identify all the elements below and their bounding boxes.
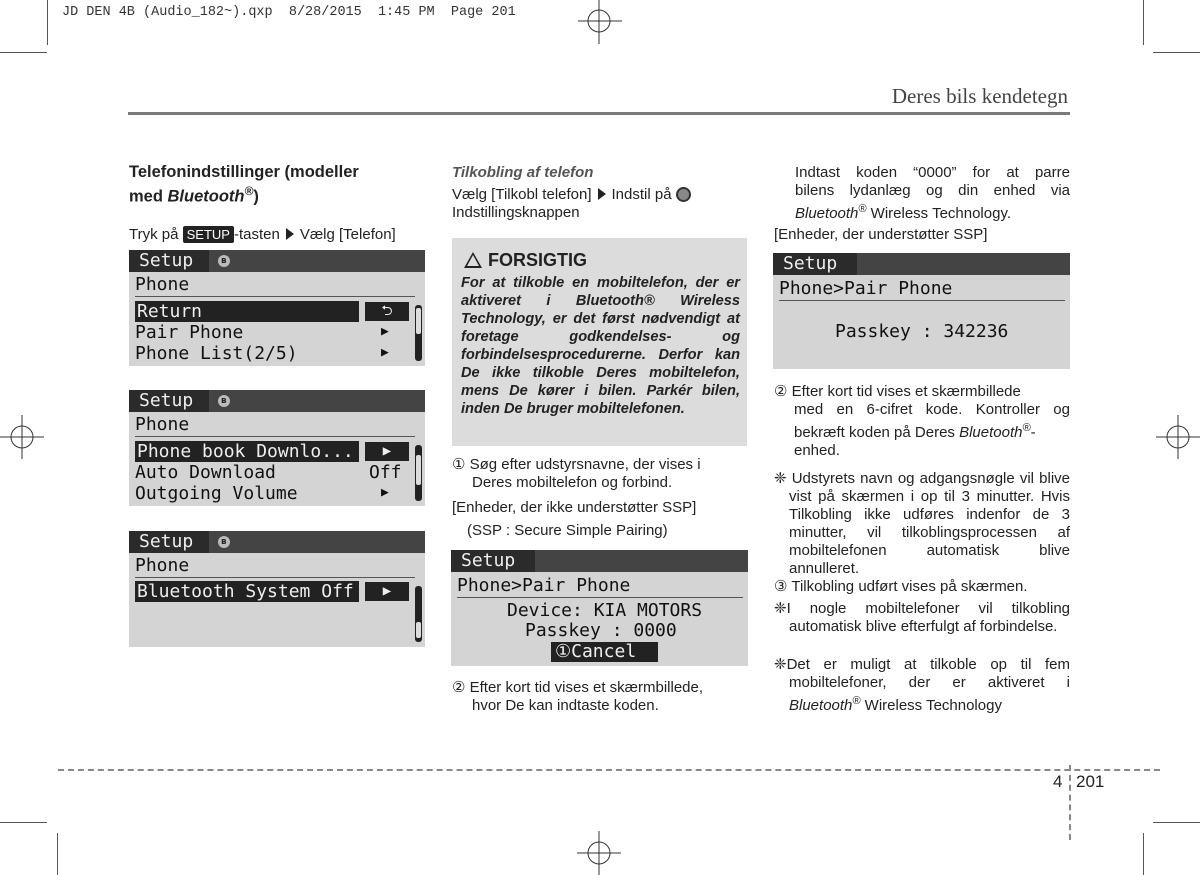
- section-heading: Telefonindstillinger (modeller med Bluetooth®): [129, 163, 359, 206]
- caution-title: FORSIGTIG: [464, 250, 587, 271]
- warning-icon: [464, 252, 482, 268]
- bluetooth-icon: ʙ: [218, 536, 230, 548]
- page-number: 201: [1076, 772, 1105, 791]
- screen-setup-tab: Setup: [773, 253, 857, 275]
- screen-title: Phone: [135, 414, 190, 435]
- instruction-line: Tryk på SETUP -tasten Vælg [Telefon]: [129, 226, 396, 243]
- step-1: ① Søg efter udstyrsnavne, der vises i Deres mobiltelefon og forbind.: [452, 456, 701, 491]
- instruction-line: Indstillingsknappen: [452, 204, 580, 221]
- tune-knob-icon: [676, 187, 691, 202]
- screen-title: Phone: [135, 555, 190, 576]
- step-2: ② Efter kort tid vises et skærmbillede, hvor De kan indtaste koden.: [452, 679, 704, 714]
- menu-item-auto-download[interactable]: Auto Download: [135, 462, 276, 483]
- chevron-right-icon: ▶: [381, 345, 389, 360]
- registration-mark-icon: [1156, 415, 1200, 459]
- instruction-line: Vælg [Tilkobl telefon] Indstil på: [452, 186, 748, 204]
- crop-mark: [1143, 0, 1144, 45]
- scrollbar[interactable]: [415, 586, 422, 642]
- header-rule: [128, 112, 1070, 115]
- footer-dashed-divider: [1069, 765, 1071, 840]
- bluetooth-icon: ʙ: [218, 395, 230, 407]
- caution-text: For at tilkoble en mobiltelefon, der er aktiveret i Bluetooth® Wireless Technology, er det først nødvendigt at foretage godkendelses- og forbindelsesprocedurerne. Derfor kan De ikke tilkoble Deres mobiltelefon, mens De kører i bilen. Parkér bilen, inden De bruger mobiltelefonen.: [461, 275, 740, 417]
- print-header: JD DEN 4B (Audio_182~).qxp 8/28/2015 1:45 PM Page 201: [62, 5, 516, 20]
- crop-mark: [1143, 833, 1144, 875]
- menu-item-phone-list[interactable]: Phone List(2/5): [135, 343, 298, 364]
- screen-setup-tab: Setup: [451, 550, 535, 572]
- registration-mark-icon: [0, 415, 44, 459]
- pair-phone-screen: [451, 550, 748, 666]
- menu-item-pair-phone[interactable]: Pair Phone: [135, 322, 244, 343]
- step-2-ssp: ② Efter kort tid vises et skærmbillede med en 6-cifret kode. Kontroller og bekræft koden på Deres Bluetooth®- enhed.: [774, 383, 1070, 459]
- setup-key: SETUP: [183, 226, 234, 243]
- note-timeout: ❈ Udstyrets navn og adgangsnøgle vil blive vist på skærmen i op til 3 minutter. Hvis Tilkobling ikke udføres indenfor de 3 minutter, vil tilkoblingsprocessen af mobiltelefonen automatisk blive annulleret.: [774, 470, 1070, 577]
- ssp-label: [Enheder, der understøtter SSP]: [774, 226, 988, 243]
- cancel-button[interactable]: ①Cancel: [551, 642, 658, 662]
- crop-mark: [0, 822, 47, 823]
- running-title: Deres bils kendetegn: [891, 84, 1068, 108]
- pair-phone-ssp-screen: [773, 253, 1070, 369]
- passkey: Passkey : 342236: [835, 321, 1009, 342]
- registration-mark-icon: [577, 831, 621, 875]
- screen-title: Phone>Pair Phone: [457, 575, 631, 596]
- screen-setup-tab: Setup: [129, 250, 209, 272]
- caution-box: [452, 238, 747, 446]
- ssp-definition: (SSP : Secure Simple Pairing): [467, 522, 668, 539]
- crop-mark: [1153, 52, 1200, 53]
- arrow-right-icon: [286, 228, 294, 240]
- auto-download-value: Off: [369, 462, 402, 483]
- note-auto-connect: ❈I nogle mobiltelefoner vil tilkobling automatisk blive efterfulgt af forbindelse.: [774, 600, 1070, 635]
- screen-setup-tab: Setup: [129, 390, 209, 412]
- screen-setup-tab: Setup: [129, 531, 209, 553]
- phone-setup-screen: [129, 531, 425, 647]
- phone-setup-screen: [129, 250, 425, 366]
- crop-mark: [0, 52, 47, 53]
- chevron-right-icon: ▶: [381, 485, 389, 500]
- note-max-phones: ❈Det er muligt at tilkoble op til fem mobiltelefoner, der er aktiveret i Bluetooth® Wireless Technology: [774, 656, 1070, 714]
- screen-title: Phone: [135, 274, 190, 295]
- no-ssp-label: [Enheder, der ikke understøtter SSP]: [452, 499, 697, 516]
- bluetooth-icon: ʙ: [218, 255, 230, 267]
- chevron-right-icon: ▶: [365, 442, 409, 461]
- footer-dashed-rule: [58, 769, 1160, 771]
- crop-mark: [1153, 822, 1200, 823]
- step-3: ③ Tilkobling udført vises på skærmen.: [774, 578, 1028, 595]
- menu-item-outgoing-volume[interactable]: Outgoing Volume: [135, 483, 298, 504]
- intro-paragraph: Indtast koden “0000” for at parre bilens lydanlæg og din enhed via Bluetooth® Wireless Technology.: [795, 164, 1070, 222]
- scrollbar[interactable]: [415, 445, 422, 501]
- screen-title: Phone>Pair Phone: [779, 278, 953, 299]
- subheading: Tilkobling af telefon: [452, 164, 594, 181]
- scrollbar[interactable]: [415, 305, 422, 361]
- return-icon: ⮌: [365, 302, 409, 321]
- crop-mark: [57, 833, 58, 875]
- menu-item-return[interactable]: Return: [135, 301, 359, 322]
- chapter-number: 4: [1053, 772, 1063, 791]
- chevron-right-icon: ▶: [365, 582, 409, 601]
- menu-item-phone-book-download[interactable]: Phone book Downlo...: [135, 441, 359, 462]
- device-name: Device: KIA MOTORS: [507, 600, 703, 621]
- phone-setup-screen: [129, 390, 425, 506]
- passkey: Passkey : 0000: [525, 620, 677, 641]
- arrow-right-icon: [598, 188, 606, 200]
- registration-mark-icon: [578, 0, 622, 44]
- menu-item-bluetooth-system-off[interactable]: Bluetooth System Off: [135, 581, 359, 602]
- chevron-right-icon: ▶: [381, 324, 389, 339]
- crop-mark: [47, 0, 48, 45]
